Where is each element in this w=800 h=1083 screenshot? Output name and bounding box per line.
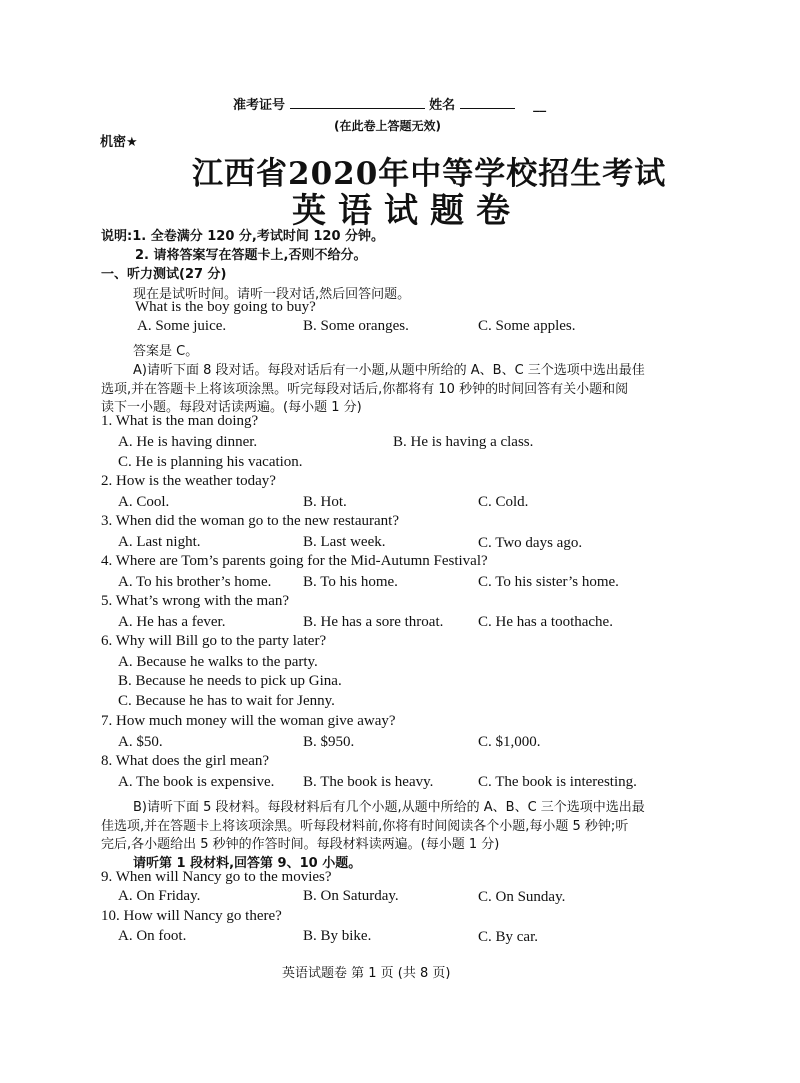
q2-option-c: C. Cold. [478, 494, 529, 510]
part-a-instruction: A)请听下面 8 段对话。每段对话后有一小题,从题中所给的 A、B、C 三个选项中选出最佳 [133, 363, 645, 378]
q10-option-a: A. On foot. [118, 928, 187, 944]
sample-question: What is the boy going to buy? [135, 299, 316, 315]
q4-option-a: A. To his brother’s home. [118, 574, 272, 590]
part-a-instruction: 读下一小题。每段对话读两遍。(每小题 1 分) [101, 400, 362, 415]
tail-mark: __ [533, 98, 547, 113]
q4-option-c: C. To his sister’s home. [478, 574, 619, 590]
question-1: 1. What is the man doing? [101, 413, 259, 429]
q9-option-a: A. On Friday. [118, 888, 201, 904]
part-b-instruction: 佳选项,并在答题卡上将该项涂黑。听每段材料前,你将有时间阅读各个小题,每小题 5 秒钟;听 [101, 819, 629, 834]
q3-option-c: C. Two days ago. [478, 535, 583, 551]
q5-option-c: C. He has a toothache. [478, 614, 613, 630]
question-5: 5. What’s wrong with the man? [101, 593, 290, 609]
page-footer: 英语试题卷 第 1 页 (共 8 页) [282, 966, 451, 981]
exam-header-line [233, 94, 546, 113]
q8-option-b: B. The book is heavy. [303, 774, 434, 790]
q7-option-c: C. $1,000. [478, 734, 541, 750]
admission-number-field[interactable] [290, 96, 425, 109]
question-2: 2. How is the weather today? [101, 473, 276, 489]
exam-subtitle: 英语试题卷 [292, 191, 522, 231]
q2-option-b: B. Hot. [303, 494, 347, 510]
q9-option-c: C. On Sunday. [478, 889, 566, 905]
q5-option-a: A. He has a fever. [118, 614, 226, 630]
q6-option-a: A. Because he walks to the party. [118, 654, 318, 670]
q6-option-c: C. Because he has to wait for Jenny. [118, 693, 335, 709]
sample-option-b: B. Some oranges. [303, 318, 409, 334]
q10-option-c: C. By car. [478, 929, 538, 945]
sample-intro: 现在是试听时间。请听一段对话,然后回答问题。 [133, 287, 411, 302]
question-7: 7. How much money will the woman give away? [101, 713, 396, 729]
part-b-instruction: 完后,各小题给出 5 秒钟的作答时间。每段材料读两遍。(每小题 1 分) [101, 837, 500, 852]
instruction-line: 2. 请将答案写在答题卡上,否则不给分。 [135, 248, 367, 263]
q8-option-a: A. The book is expensive. [118, 774, 275, 790]
q3-option-b: B. Last week. [303, 534, 386, 550]
instruction-line: 说明:1. 全卷满分 120 分,考试时间 120 分钟。 [101, 229, 385, 244]
q5-option-b: B. He has a sore throat. [303, 614, 444, 630]
question-8: 8. What does the girl mean? [101, 753, 270, 769]
sample-answer: 答案是 C。 [133, 344, 199, 359]
q1-option-c: C. He is planning his vacation. [118, 454, 303, 470]
q6-option-b: B. Because he needs to pick up Gina. [118, 673, 342, 689]
q8-option-c: C. The book is interesting. [478, 774, 637, 790]
q2-option-a: A. Cool. [118, 494, 170, 510]
question-4: 4. Where are Tom’s parents going for the Mid-Autumn Festival? [101, 553, 488, 569]
material-heading: 请听第 1 段材料,回答第 9、10 小题。 [133, 856, 362, 871]
q10-option-b: B. By bike. [303, 928, 372, 944]
q3-option-a: A. Last night. [118, 534, 201, 550]
header-note: (在此卷上答题无效) [334, 119, 441, 133]
name-field[interactable] [460, 96, 515, 109]
part-a-instruction: 选项,并在答题卡上将该项涂黑。听完每段对话后,你都将有 10 秒钟的时间回答有关小题和阅 [101, 382, 629, 397]
question-6: 6. Why will Bill go to the party later? [101, 633, 327, 649]
question-3: 3. When did the woman go to the new restaurant? [101, 513, 399, 529]
q9-option-b: B. On Saturday. [303, 888, 399, 904]
question-9: 9. When will Nancy go to the movies? [101, 869, 332, 885]
q1-option-a: A. He is having dinner. [118, 434, 258, 450]
question-10: 10. How will Nancy go there? [101, 908, 282, 924]
q1-option-b: B. He is having a class. [393, 434, 534, 450]
name-label: 姓名 [429, 98, 456, 113]
section-heading: 一、听力测试(27 分) [101, 267, 227, 282]
q7-option-a: A. $50. [118, 734, 163, 750]
admission-number-label: 准考证号 [233, 98, 286, 113]
exam-title: 江西省2020年中等学校招生考试 [192, 156, 667, 192]
part-b-instruction: B)请听下面 5 段材料。每段材料后有几个小题,从题中所给的 A、B、C 三个选项中选出最 [133, 800, 645, 815]
q7-option-b: B. $950. [303, 734, 355, 750]
sample-option-a: A. Some juice. [137, 318, 227, 334]
sample-option-c: C. Some apples. [478, 318, 576, 334]
confidential-mark: 机密★ [100, 135, 138, 150]
q4-option-b: B. To his home. [303, 574, 398, 590]
